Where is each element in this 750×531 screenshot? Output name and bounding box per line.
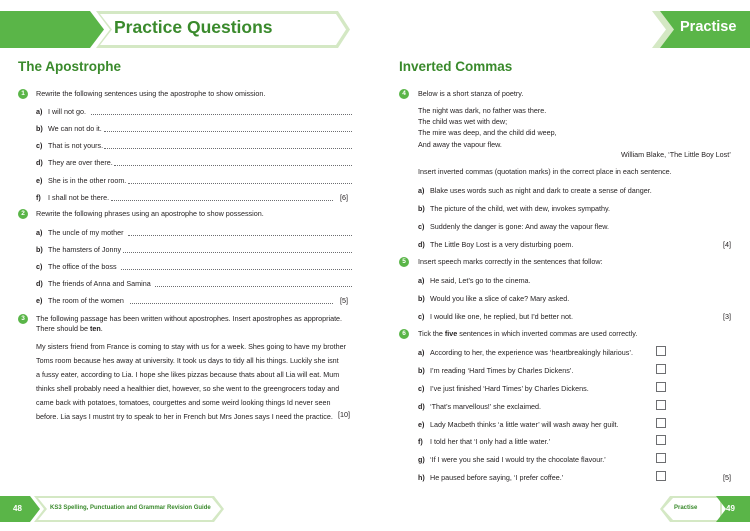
answer-line[interactable] [121,269,352,270]
q2-item-a: a) The uncle of my mother [36,228,124,237]
answer-line[interactable] [111,200,333,201]
q6-item-d: d) ‘That’s marvellous!’ she exclaimed. [418,402,542,411]
tick-box-g[interactable] [656,453,666,463]
poem-stanza: The night was dark, no father was there. The child was wet with dew; The mire was deep, and the child did weep, And away the vapour flew. [418,106,557,149]
question-number-2: 2 [18,209,28,219]
book-title: KS3 Spelling, Punctuation and Grammar Revision Guide [50,505,211,511]
footer-right [660,496,750,522]
question-number-5: 5 [399,257,409,267]
answer-line[interactable] [128,183,352,184]
poem-attribution: William Blake, ‘The Little Boy Lost’ [621,150,731,159]
q6-item-b: b) I’m reading ‘Hard Times by Charles Dickens’. [418,366,574,375]
question-number-6: 6 [399,329,409,339]
practise-tab-label: Practise [680,19,737,35]
footer-practise-label: Practise [674,505,698,511]
q6-item-h: h) He paused before saying, ‘I prefer coffee.’ [418,473,564,482]
header-banner [0,11,350,48]
question-number-4: 4 [399,89,409,99]
q4-item-b: b) The picture of the child, wet with dew, invokes sympathy. [418,204,611,213]
q5-item-a: a) He said, Let’s go to the cinema. [418,276,531,285]
question-1-prompt: Rewrite the following sentences using the apostrophe to show omission. [36,89,266,98]
page-title: Practice Questions [114,17,273,37]
answer-line[interactable] [91,114,352,115]
question-3-prompt-line2: There should be ten. [36,324,103,333]
question-2-prompt: Rewrite the following phrases using an apostrophe to show possession. [36,209,264,218]
question-number-1: 1 [18,89,28,99]
q6-item-e: e) Lady Macbeth thinks ‘a little water’ will wash away her guilt. [418,420,619,429]
tick-box-f[interactable] [656,435,666,445]
tick-box-a[interactable] [656,346,666,356]
question-4-prompt: Below is a short stanza of poetry. [418,89,524,98]
q1-item-a: a) I will not go. [36,107,86,116]
q6-marks: [5] [723,473,731,482]
q1-item-c: c) That is not yours. [36,141,104,150]
q4-item-d: d) The Little Boy Lost is a very disturbing poem. [418,240,574,249]
q3-marks: [10] [338,410,350,419]
q1-item-e: e) She is in the other room. [36,176,127,185]
question-number-3: 3 [18,314,28,324]
q2-marks: [5] [340,296,348,305]
question-6-prompt: Tick the five sentences in which inverted commas are used correctly. [418,329,638,338]
q3-passage: My sisters friend from France is coming to stay with us for a week. Shes going to have my brother Toms room because hes away at university. It took us days to tidy all his things. Luckily she isnt a fussy eater, according to Lia. I hope she likes pizzas because thats about all Lia will eat. Mum thinks shell probably need a healthier diet, however, so she went to the greengrocers today and came back with potatoes, tomatoes, courgettes and some weird looking things Id never seen before. Lia says I mustnt try to speak to her in French but Mrs Jones says I need the practice. [36,342,346,421]
answer-line[interactable] [155,286,352,287]
tick-box-d[interactable] [656,400,666,410]
answer-line[interactable] [130,303,333,304]
q4-marks: [4] [723,240,731,249]
q6-item-a: a) According to her, the experience was ‘heartbreakingly hilarious’. [418,348,633,357]
answer-line[interactable] [114,165,352,166]
question-4-instruction: Insert inverted commas (quotation marks) in the correct place in each sentence. [418,167,672,176]
page-number-left: 48 [13,504,22,513]
section-title-apostrophe: The Apostrophe [18,59,121,74]
q4-item-c: c) Suddenly the danger is gone: And away the vapour flew. [418,222,610,231]
q1-item-f: f) I shall not be there. [36,193,110,202]
tick-box-e[interactable] [656,418,666,428]
q1-marks: [6] [340,193,348,202]
question-3-prompt: The following passage has been written without apostrophes. Insert apostrophes as appropriate. [36,314,343,323]
q4-item-a: a) Blake uses words such as night and dark to create a sense of danger. [418,186,652,195]
q2-item-d: d) The friends of Anna and Samina [36,279,151,288]
practise-tab [652,11,750,48]
q6-item-f: f) I told her that ‘I only had a little water.’ [418,437,551,446]
q2-item-c: c) The office of the boss [36,262,117,271]
section-title-inverted-commas: Inverted Commas [399,59,513,74]
q2-item-b: b) The hamsters of Jonny [36,245,122,254]
answer-line[interactable] [104,148,352,149]
answer-line[interactable] [123,252,352,253]
q5-item-c: c) I would like one, he replied, but I’d better not. [418,312,574,321]
q1-item-b: b) We can not do it. [36,124,102,133]
q6-item-g: g) ‘If I were you she said I would try the chocolate flavour.’ [418,455,606,464]
q6-item-c: c) I’ve just finished ‘Hard Times’ by Charles Dickens. [418,384,589,393]
q5-marks: [3] [723,312,731,321]
q1-item-d: d) They are over there. [36,158,113,167]
tick-box-h[interactable] [656,471,666,481]
answer-line[interactable] [128,235,352,236]
q2-item-e: e) The room of the women [36,296,124,305]
question-5-prompt: Insert speech marks correctly in the sentences that follow: [418,257,603,266]
tick-box-c[interactable] [656,382,666,392]
tick-box-b[interactable] [656,364,666,374]
answer-line[interactable] [104,131,352,132]
page-number-right: 49 [726,504,735,513]
q5-item-b: b) Would you like a slice of cake? Mary asked. [418,294,570,303]
footer-left [0,496,225,522]
